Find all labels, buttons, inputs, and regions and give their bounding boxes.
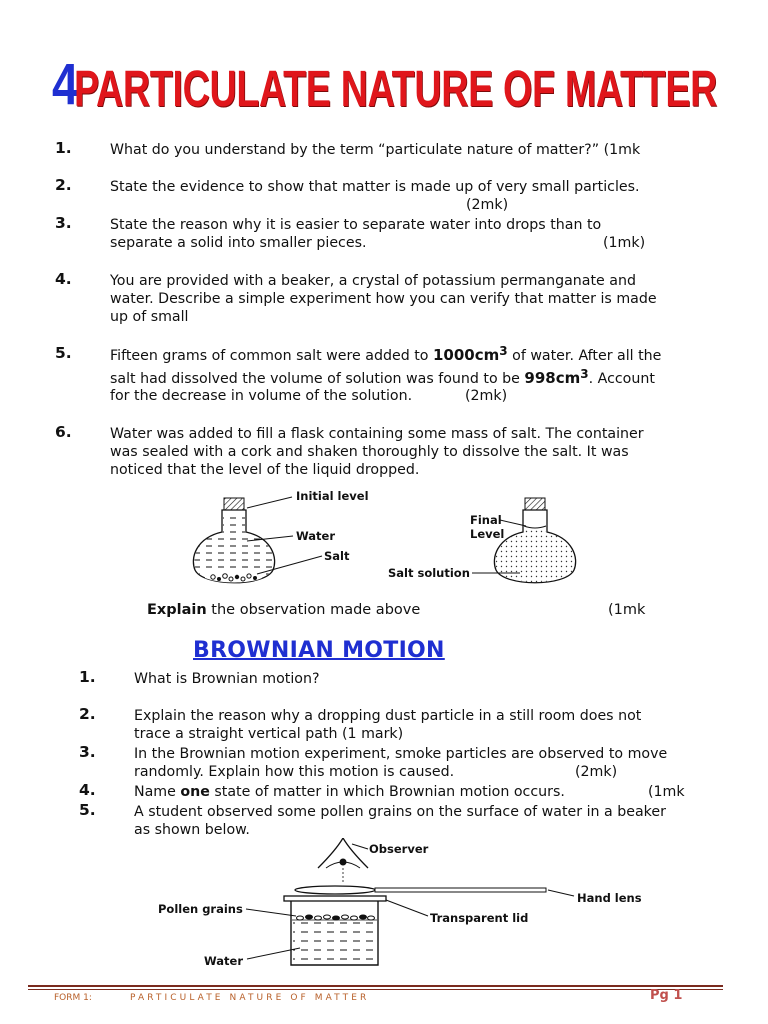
label-transparent-lid: Transparent lid [430, 911, 529, 925]
footer-topic: PARTICULATE NATURE OF MATTER [130, 993, 370, 1003]
question-mark: (2mk) [466, 197, 509, 213]
beaker-diagram [0, 838, 768, 973]
cork-icon [224, 498, 244, 510]
label-salt: Salt [324, 549, 350, 563]
question-number: 1. [79, 668, 96, 686]
question-mark: (1mk [608, 602, 646, 618]
question-number: 5. [55, 344, 72, 362]
question-number: 6. [55, 423, 72, 441]
label-water: Water [204, 954, 244, 968]
section-heading-brownian: BROWNIAN MOTION [193, 638, 445, 663]
question-text: was sealed with a cork and shaken thoroughly to dissolve the salt. It was [110, 444, 629, 460]
question-text: separate a solid into smaller pieces. [110, 235, 367, 251]
transparent-lid [284, 896, 386, 901]
question-text: In the Brownian motion experiment, smoke particles are observed to move [134, 746, 668, 762]
question-text: What is Brownian motion? [134, 671, 320, 687]
question-text: What do you understand by the term “particulate nature of matter?” (1mk [110, 142, 641, 158]
page-number: Pg 1 [650, 988, 683, 1003]
question-mark: (1mk [648, 784, 685, 800]
question-text: Name one state of matter in which Brownian motion occurs. [134, 784, 565, 800]
question-number: 4. [55, 270, 72, 288]
question-number: 2. [55, 176, 72, 194]
label-pollen-grains: Pollen grains [158, 902, 243, 916]
question-text: trace a straight vertical path (1 mark) [134, 726, 404, 742]
question-text: State the evidence to show that matter is made up of very small particles. [110, 179, 640, 195]
footer-rule [28, 985, 723, 987]
question-text: for the decrease in volume of the solution. [110, 388, 413, 404]
label-salt-solution: Salt solution [388, 566, 470, 580]
question-text: as shown below. [134, 822, 250, 838]
cork-icon [525, 498, 545, 510]
question-mark: (2mk) [575, 764, 618, 780]
eye-icon [318, 838, 368, 884]
question-mark: (1mk) [603, 235, 646, 251]
question-text: up of small [110, 309, 189, 325]
question-number: 3. [79, 743, 96, 761]
footer-form: FORM 1: [54, 993, 92, 1003]
page-title [52, 52, 768, 117]
flask-diagram [0, 480, 768, 600]
label-hand-lens: Hand lens [577, 891, 642, 905]
question-number: 1. [55, 139, 72, 157]
question-text: Water was added to fill a flask containing some mass of salt. The container [110, 426, 644, 442]
question-text: State the reason why it is easier to separate water into drops than to [110, 217, 602, 233]
question-text-line-2: salt had dissolved the volume of solution was found to be $998cm^3$. Account [110, 367, 655, 387]
question-text: Explain the reason why a dropping dust particle in a still room does not [134, 708, 642, 724]
question-number: 4. [79, 781, 96, 799]
label-level: Level [470, 527, 505, 541]
label-final: Final [470, 513, 502, 527]
question-text: You are provided with a beaker, a crystal of potassium permanganate and [110, 273, 636, 289]
question-text: noticed that the level of the liquid dropped. [110, 462, 420, 478]
question-number: 3. [55, 214, 72, 232]
pollen-grains [297, 915, 375, 920]
label-observer: Observer [369, 842, 429, 856]
question-number: 5. [79, 801, 96, 819]
label-initial-level: Initial level [296, 489, 369, 503]
footer-rule-thin [28, 989, 723, 990]
question-text: randomly. Explain how this motion is caused. [134, 764, 455, 780]
question-mark: (2mk) [465, 388, 508, 404]
question-text: A student observed some pollen grains on the surface of water in a beaker [134, 804, 666, 820]
question-text-line-1: Fifteen grams of common salt were added to $1000cm^3$ of water. After all the [110, 344, 662, 364]
label-water: Water [296, 529, 336, 543]
question-text: water. Describe a simple experiment how you can verify that matter is made [110, 291, 657, 307]
question-number: 2. [79, 705, 96, 723]
chapter-title: PARTICULATE NATURE OF MATTER [74, 60, 718, 117]
chapter-number: 4 [52, 52, 79, 117]
beaker-icon [291, 901, 378, 965]
hand-lens-icon [295, 886, 546, 894]
